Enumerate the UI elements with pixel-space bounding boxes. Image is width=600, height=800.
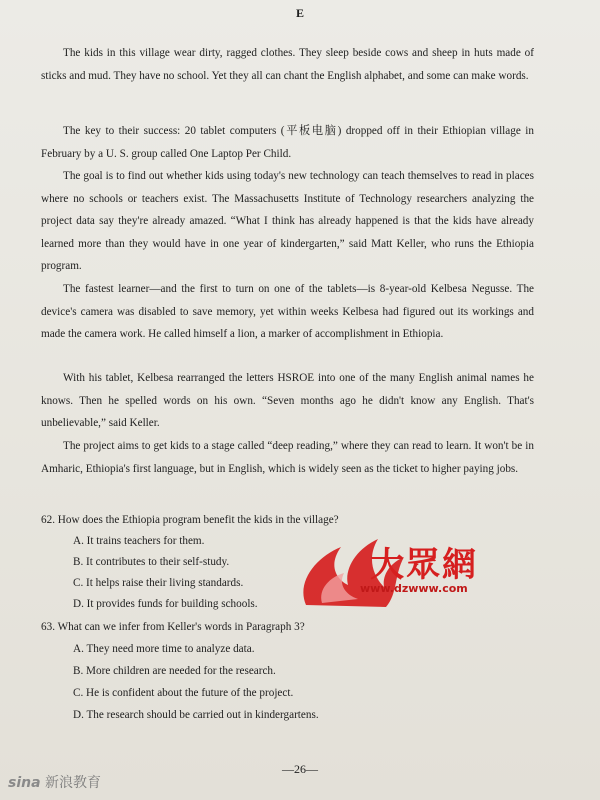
question-63-option-d: D. The research should be carried out in kindergartens. [73,709,319,721]
paragraph-2: The key to their success: 20 tablet computers (平板电脑) dropped off in their Ethiopian village in February by a U. S. group called One Laptop Per Child. [41,125,534,160]
question-62-stem: 62. How does the Ethiopia program benefit the kids in the village? [41,514,339,526]
question-63-option-c: C. He is confident about the future of the project. [73,687,294,699]
paragraph-3: The goal is to find out whether kids using today's new technology can teach themselves to read in places where no schools or teachers exist. The Massachusetts Institute of Technology researchers analyzing the project data say they're already amazed. “What I think has already happened is that the kids have already learned more than they would have in one year of kindergarten,” said Matt Keller, who runs the Ethiopia program. [41,170,534,272]
question-62-option-a: A. It trains teachers for them. [73,535,205,547]
question-63-stem: 63. What can we infer from Keller's words in Paragraph 3? [41,621,305,633]
paragraph-5: With his tablet, Kelbesa rearranged the letters HSROE into one of the many English animal names he knows. Then he spelled words on his own. “Seven months ago he didn't know any English. That's unbelievable,” said Keller. [41,372,534,429]
paragraph-1: The kids in this village wear dirty, ragged clothes. They sleep beside cows and sheep in huts made of sticks and mud. They have no school. Yet they all can chant the English alphabet, and some can make words. [41,47,534,82]
sina-logo-text: sina [8,775,41,791]
paragraph-4: The fastest learner—and the first to turn on one of the tablets—is 8-year-old Kelbesa Negusse. The device's camera was disabled to save memory, yet within weeks Kelbesa had figured out its workings and made the camera work. He called himself a lion, a marker of accomplishment in Ethiopia. [41,283,534,340]
question-63-option-a: A. They need more time to analyze data. [73,643,255,655]
sina-education-text: 新浪教育 [45,775,101,791]
section-heading: E [295,6,304,20]
watermark-url: www.dzwww.com [360,582,468,595]
question-62-option-c: C. It helps raise their living standards. [73,577,244,589]
question-62-option-b: B. It contributes to their self-study. [73,556,230,568]
paragraph-6: The project aims to get kids to a stage called “deep reading,” where they can read to learn. It won't be in Amharic, Ethiopia's first language, but in English, which is widely seen as the ticket to higher paying jobs. [41,440,534,475]
page-number: —26— [282,762,318,776]
question-62-option-d: D. It provides funds for building schools. [73,598,258,610]
question-63-option-b: B. More children are needed for the research. [73,665,276,677]
watermark-brand: 大眾網 [370,545,478,585]
sina-education-logo [8,772,101,792]
